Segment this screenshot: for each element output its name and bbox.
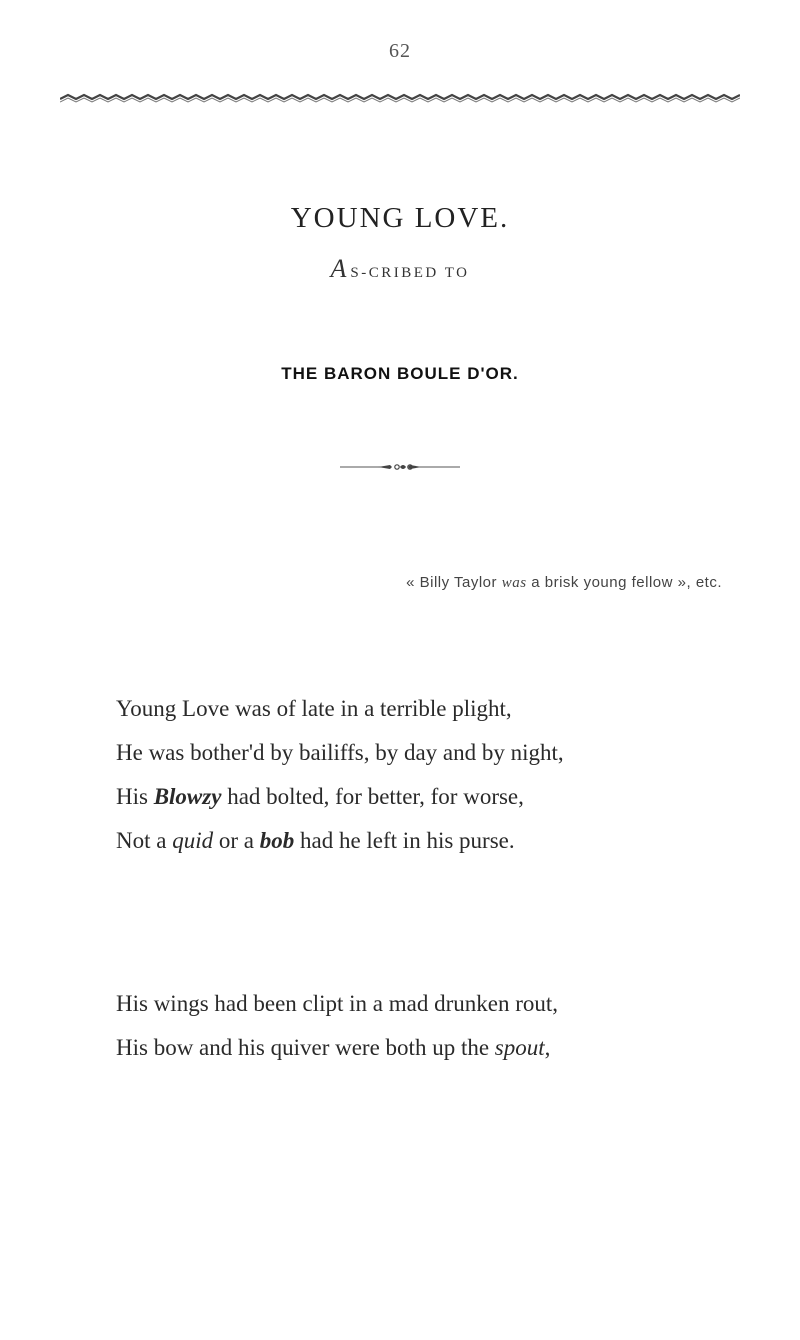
epigraph-part-1: Billy Taylor [419, 574, 498, 591]
verse-emphasis: bob [259, 828, 295, 853]
ornamental-rule [60, 92, 740, 106]
dedicatee: THE BARON BOULE D'OR. [281, 364, 519, 383]
inscription-line [0, 254, 800, 284]
epigraph-italic-word: was [501, 575, 527, 591]
verse-line [116, 1026, 736, 1070]
verse-emphasis: Blowzy [153, 784, 222, 809]
stanza-2 [116, 982, 736, 1070]
verse-text: Not a [116, 828, 173, 853]
poem-title: YOUNG LOVE. [290, 202, 510, 234]
epigraph-open-quote: « [406, 574, 415, 591]
stanza-1 [116, 687, 736, 863]
verse-emphasis: spout [494, 1035, 545, 1060]
verse-emphasis: quid [172, 828, 214, 853]
verse-line: He was bother'd by bailiffs, by day and by night, [116, 740, 564, 765]
epigraph [0, 574, 800, 592]
inscription-initial: A [330, 254, 347, 283]
verse-line [116, 819, 736, 863]
verse-text: had bolted, for better, for worse, [221, 784, 524, 809]
verse-line [116, 775, 736, 819]
verse-text: , [544, 1035, 551, 1060]
verse-text: His bow and his quiver were both up the [116, 1035, 495, 1060]
page-number: 62 [389, 40, 411, 62]
verse-text: or a [213, 828, 260, 853]
inscription-text: S-CRIBED TO [350, 265, 470, 281]
verse-text: had he left in his purse. [294, 828, 515, 853]
small-ornament [340, 462, 460, 472]
epigraph-close-quote: », [677, 574, 692, 591]
verse-text: His [116, 784, 154, 809]
epigraph-part-2: a brisk young fellow [531, 574, 673, 591]
verse-line: His wings had been clipt in a mad drunken rout, [116, 991, 559, 1016]
verse-line: Young Love was of late in a terrible plight, [116, 696, 512, 721]
epigraph-suffix: etc. [695, 574, 722, 591]
